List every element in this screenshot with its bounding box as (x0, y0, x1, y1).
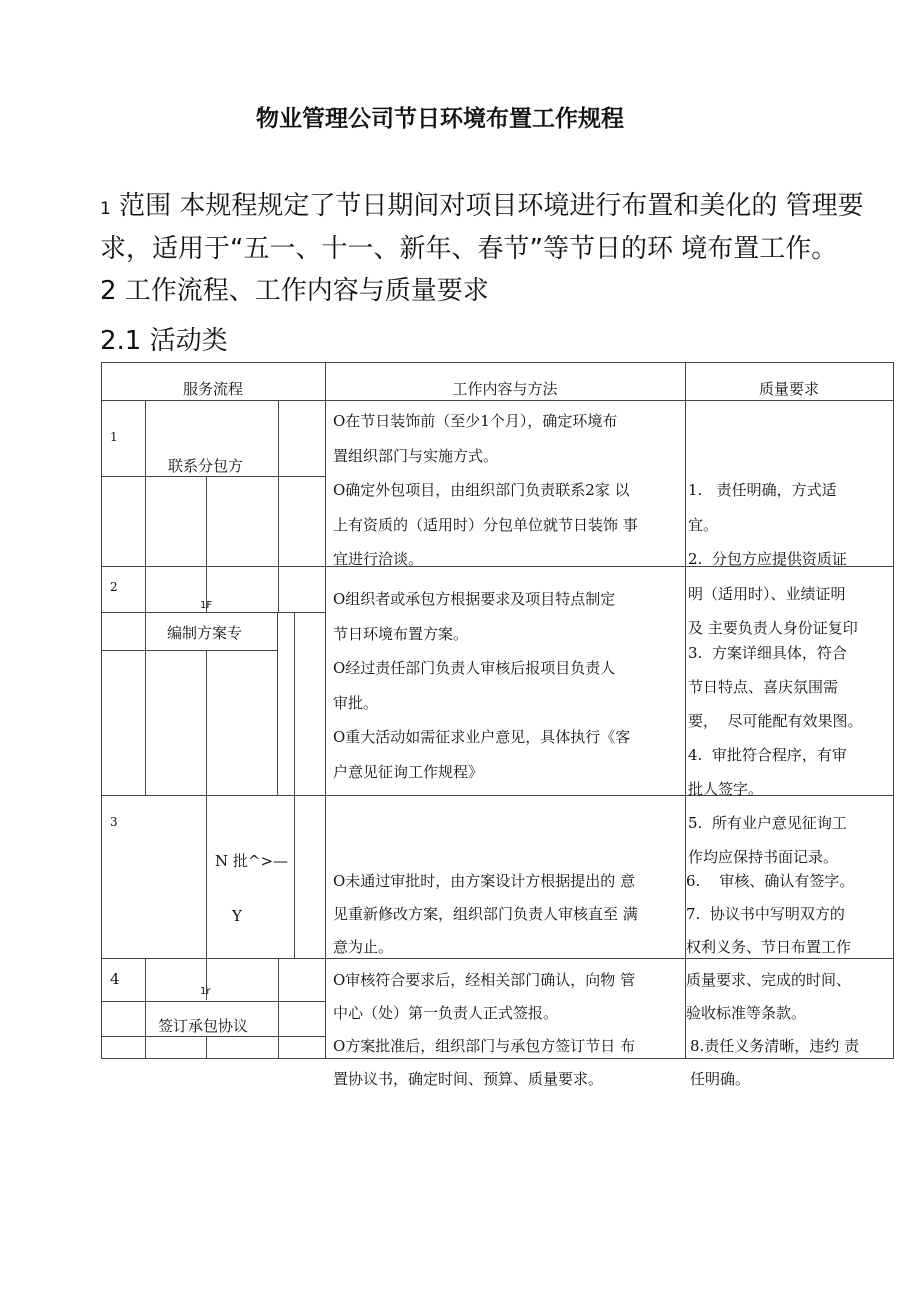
text-line: 明（适用时）、业绩证明 (688, 584, 846, 603)
text-line: 任明确。 (690, 1070, 751, 1088)
table-rule (294, 795, 295, 958)
text-line: 置组织部门与实施方式。 (333, 446, 499, 465)
table-rule (101, 1001, 325, 1002)
table-rule (278, 400, 279, 566)
text-line: 户意见征询工作规程》 (333, 762, 484, 781)
text-line: 上有资质的（适用时）分包单位就节日装饰 事 (333, 515, 638, 534)
flow-step: 联系分包方 (168, 457, 244, 475)
flow-step: 签订承包协议 (158, 1017, 249, 1035)
text-line: 节日环境布置方案。 (333, 624, 469, 643)
header-quality: 质量要求 (758, 380, 819, 398)
flow-arrow-mark: 1F (200, 600, 213, 611)
text-line: 5. 所有业户意见征询工 (688, 814, 847, 832)
text-line: 6. 审核、确认有签字。 (686, 872, 855, 890)
table-rule (278, 566, 279, 612)
text-line: 1. 责任明确，方式适 (688, 481, 837, 499)
text-line: O在节日装饰前（至少1个月），确定环境布 (333, 412, 618, 430)
scope-number: 1 (100, 199, 111, 219)
table-rule (206, 650, 207, 795)
flow-step: 编制方案专 (167, 624, 243, 642)
section-2-heading: 2 工作流程、工作内容与质量要求 (100, 276, 489, 306)
table-rule (145, 400, 146, 566)
text-line: 中心（处）第一负责人正式签报。 (333, 1004, 559, 1022)
table-rule (145, 958, 146, 1058)
text-line: 2. 分包方应提供资质证 (688, 550, 847, 568)
row-number: 4 (110, 970, 120, 988)
text-line: 要， 尽可能配有效果图。 (688, 712, 863, 730)
table-rule (101, 362, 102, 1059)
table-rule (206, 476, 207, 566)
table-rule (893, 362, 894, 1059)
text-line: O未通过审批时，由方案设计方根据提出的 意 (333, 872, 636, 890)
text-line: 8.责任义务清晰，违约 责 (690, 1037, 860, 1055)
table-rule (101, 362, 893, 363)
text-line: 审批。 (333, 693, 379, 712)
table-rule (278, 958, 279, 1058)
text-line: 批人签字。 (688, 780, 764, 798)
table-rule (325, 362, 326, 1059)
text-line: O经过责任部门负责人审核后报项目负责人 (333, 659, 616, 677)
header-service-flow: 服务流程 (182, 380, 243, 398)
table-rule (101, 400, 893, 401)
text-line: 3. 方案详细具体，符合 (688, 644, 847, 662)
approval-decision: N 批^>— (215, 852, 289, 870)
table-rule (101, 476, 325, 477)
text-line: O审核符合要求后，经相关部门确认，向物 管 (333, 971, 636, 989)
text-line: O方案批准后，组织部门与承包方签订节日 布 (333, 1037, 636, 1055)
work-content (333, 964, 693, 1162)
row-number: 3 (110, 815, 118, 829)
table-rule (101, 1036, 325, 1037)
table-rule (145, 566, 146, 795)
text-line: O重大活动如需征求业户意见，具体执行《客 (333, 728, 631, 746)
quality-requirement (690, 964, 893, 1162)
text-line: O组织者或承包方根据要求及项目特点制定 (333, 590, 616, 608)
text-line: 作均应保持书面记录。 (688, 848, 839, 866)
text-line: 权利义务、节日布置工作 (686, 938, 852, 956)
text-line: 见重新修改方案，组织部门负责人审核直至 满 (333, 905, 638, 923)
work-content (333, 582, 685, 789)
header-work-content: 工作内容与方法 (452, 380, 558, 398)
section-2-1-heading: 2.1 活动类 (100, 326, 228, 356)
row-number: 1 (110, 430, 118, 444)
text-line: 及 主要负责人身份证复印 (688, 619, 858, 637)
text-line: 质量要求、完成的时间、 (686, 971, 852, 989)
text-line: 宜进行洽谈。 (333, 550, 424, 568)
table-rule (206, 1036, 207, 1058)
scope-paragraph (100, 186, 890, 269)
text-line: 验收标准等条款。 (686, 1004, 807, 1022)
text-line: 节日特点、喜庆氛围需 (688, 678, 839, 696)
table-rule (206, 795, 207, 958)
approval-yes: Y (232, 907, 242, 925)
table-rule (277, 612, 278, 795)
text-line: O确定外包项目，由组织部门负责联系2家 以 (333, 481, 630, 499)
text-line: 宜。 (688, 515, 719, 534)
row-number: 2 (110, 580, 118, 594)
table-rule (294, 612, 295, 795)
table-rule (101, 612, 325, 613)
text-line: 置协议书，确定时间、预算、质量要求。 (333, 1070, 604, 1088)
text-line: 7. 协议书中写明双方的 (686, 905, 845, 923)
work-content (333, 404, 685, 577)
document-title: 物业管理公司节日环境布置工作规程 (256, 106, 624, 132)
table-rule (101, 650, 277, 651)
scope-text: 范围 本规程规定了节日期间对项目环境进行布置和美化的 管理要求，适用于“五一、十一、新年、春节”等节日的环 境布置工作。 (100, 191, 864, 264)
text-line: 意为止。 (333, 938, 394, 956)
flow-arrow-mark: 1r (200, 986, 211, 997)
text-line: 4. 审批符合程序，有审 (688, 746, 847, 764)
